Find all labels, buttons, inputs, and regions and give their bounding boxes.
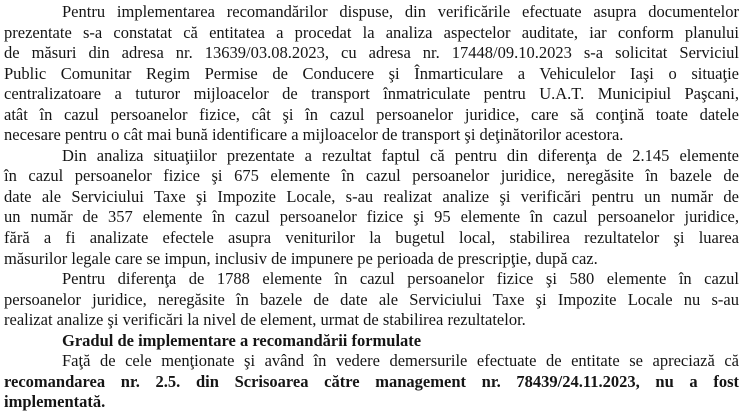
- paragraph-1-line-5: centralizatoare a tuturor mijloacelor de transport înmatriculate pentru U.A.T. Municipiul Paşcani,: [4, 84, 739, 104]
- paragraph-1-line-4: Public Comunitar Regim Permise de Conducere şi Înmarticulare a Vehiculelor Iaşi o situaţie: [4, 63, 739, 83]
- paragraph-3-line-1: Pentru diferenţa de 1788 elemente în cazul persoanelor fizice şi 580 elemente în cazul: [62, 269, 739, 289]
- paragraph-2-line-4: un număr de 357 elemente în cazul persoanelor fizice şi 95 elemente în cazul persoanelor juridice,: [4, 207, 739, 227]
- paragraph-1-line-1: Pentru implementarea recomandărilor dispuse, din verificările efectuate asupra documentelor: [62, 2, 739, 21]
- paragraph-1-line-2: prezentate s-a constatat că entitatea a procedat la analiza aspectelor auditate, iar conform planului: [4, 22, 739, 42]
- paragraph-3-line-3: realizat analize şi verificări la nivel de element, urmat de stabilirea rezultatelor.: [4, 310, 526, 330]
- paragraph-2-line-6: măsurilor legale care se impun, inclusiv de impunere pe perioada de prescripţie, după caz.: [4, 248, 598, 268]
- paragraph-2-line-5: fără a fi analizate efectele asupra veniturilor la bugetul local, stabilirea rezultatelor şi luarea: [4, 228, 739, 248]
- paragraph-1-line-6: atât în cazul persoanelor fizice, cât şi în cazul persoanelor juridice, care să conţină toate datele: [4, 104, 739, 124]
- paragraph-2-line-2: în cazul persoanelor fizice şi 675 elemente în cazul persoanelor juridice, neregăsite în bazele de: [4, 166, 739, 186]
- paragraph-4-conclusion-line-1: recomandarea nr. 2.5. din Scrisoarea către management nr. 78439/24.11.2023, nu a fost: [4, 371, 739, 391]
- paragraph-1-line-3: de măsuri din adresa nr. 13639/03.08.2023, cu adresa nr. 17448/09.10.2023 s-a solicitat Serviciul: [4, 43, 739, 63]
- paragraph-2-line-1: Din analiza situaţiilor prezentate a rezultat faptul că pentru din diferenţa de 2.145 elemente: [62, 145, 739, 165]
- paragraph-3-line-2: persoanelor juridice, neregăsite în bazele de date ale Serviciului Taxe şi Impozite Locale nu s-au: [4, 289, 739, 309]
- section-heading-line-1: Gradul de implementare a recomandării formulate: [62, 330, 422, 350]
- paragraph-1-line-7: necesare pentru o cât mai bună identificare a mijloacelor de transport şi deţinătorilor acestora.: [4, 125, 624, 145]
- paragraph-4-conclusion-line-2: implementată.: [4, 392, 106, 412]
- document-page: [4, 2, 739, 413]
- paragraph-4-lead-line-1: Faţă de cele menţionate şi având în vedere demersurile efectuate de entitate se apreciază că: [62, 351, 739, 371]
- paragraph-2-line-3: date ale Serviciului Taxe şi Impozite Locale, s-au realizat analize şi verificări pentru un număr de: [4, 186, 739, 206]
